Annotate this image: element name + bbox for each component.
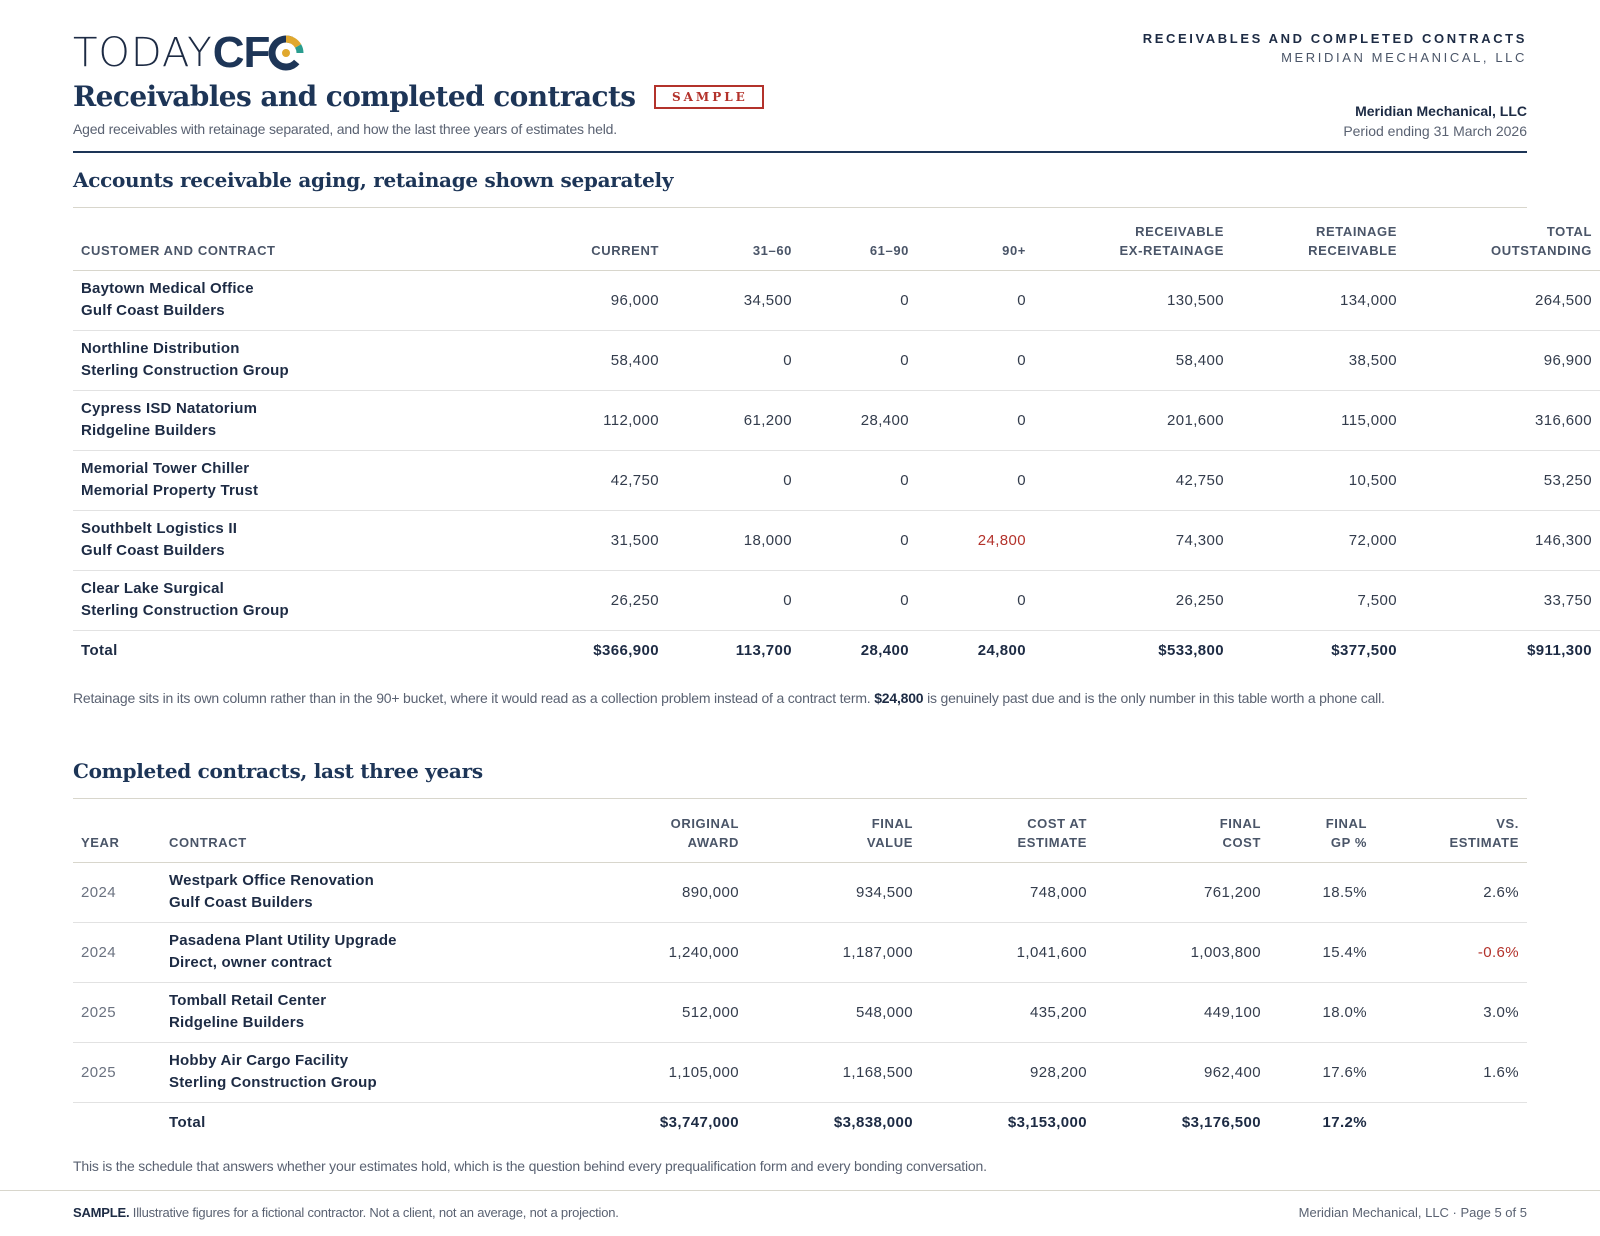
- customer-name: Sterling Construction Group: [81, 362, 289, 379]
- d90-cell: 0: [917, 270, 1034, 330]
- table-row: [73, 862, 1527, 922]
- contract-cell: [161, 1042, 581, 1102]
- final-value-cell: 934,500: [747, 862, 921, 922]
- contract-name: Cypress ISD Natatorium: [81, 400, 258, 417]
- vs-estimate-cell: 3.0%: [1375, 982, 1527, 1042]
- total-d61: 28,400: [860, 641, 909, 659]
- receivable-cell: 42,750: [1034, 450, 1232, 510]
- page-title: Receivables and completed contracts: [73, 80, 636, 113]
- company-name: Meridian Mechanical, LLC: [1355, 103, 1527, 119]
- d61-cell: 28,400: [800, 390, 917, 450]
- logo-cfo-text: CF: [212, 28, 270, 77]
- d61-cell: 0: [800, 270, 917, 330]
- total-cost-at-estimate: $3,153,000: [1007, 1113, 1087, 1131]
- retainage-cell: 134,000: [1232, 270, 1405, 330]
- customer-name: Sterling Construction Group: [169, 1074, 377, 1091]
- retainage-cell: 38,500: [1232, 330, 1405, 390]
- d31-cell: 0: [667, 570, 800, 630]
- cc-note: This is the schedule that answers whether your estimates hold, which is the question behind every prequalification form and every bonding conversation.: [73, 1158, 987, 1174]
- document-header-right: [1143, 30, 1527, 68]
- d61-cell: 0: [800, 450, 917, 510]
- total-final-cost: $3,176,500: [1181, 1113, 1261, 1131]
- col-31-60: 31–60: [667, 220, 800, 270]
- customer-contract-cell: [73, 330, 503, 390]
- total-cell: 33,750: [1405, 570, 1600, 630]
- footer-disclaimer: [73, 1205, 619, 1220]
- receivable-cell: 201,600: [1034, 390, 1232, 450]
- table-row: [73, 330, 1600, 390]
- customer-name: Gulf Coast Builders: [169, 894, 313, 911]
- retainage-cell: 72,000: [1232, 510, 1405, 570]
- header-divider: [73, 151, 1527, 153]
- col-fv-line2: VALUE: [866, 834, 913, 850]
- col-fc-line1: FINAL: [1219, 815, 1261, 831]
- footer-page-info: Meridian Mechanical, LLC · Page 5 of 5: [1298, 1205, 1527, 1220]
- cost-at-estimate-cell: 1,041,600: [921, 922, 1095, 982]
- col-final-cost: [1095, 810, 1269, 862]
- col-ce-line2: ESTIMATE: [1017, 834, 1087, 850]
- total-label: Total: [169, 1113, 206, 1131]
- original-award-cell: 512,000: [581, 982, 747, 1042]
- total-cell: 96,900: [1405, 330, 1600, 390]
- customer-name: Direct, owner contract: [169, 954, 332, 971]
- current-cell: 42,750: [503, 450, 667, 510]
- page-subtitle: Aged receivables with retainage separated, and how the last three years of estimates held.: [73, 121, 617, 137]
- col-ret-line1: RETAINAGE: [1316, 223, 1397, 239]
- d61-cell: 0: [800, 510, 917, 570]
- table-row: [73, 570, 1600, 630]
- col-receivable-ex-retainage: [1034, 220, 1232, 270]
- col-vs-estimate: [1375, 810, 1527, 862]
- current-cell: 96,000: [503, 270, 667, 330]
- customer-name: Memorial Property Trust: [81, 482, 259, 499]
- original-award-cell: 1,105,000: [581, 1042, 747, 1102]
- table-row: [73, 922, 1527, 982]
- col-tot-line1: TOTAL: [1546, 223, 1592, 239]
- final-gp-cell: 18.0%: [1269, 982, 1375, 1042]
- year-cell: 2024: [73, 922, 161, 982]
- customer-name: Sterling Construction Group: [81, 602, 289, 619]
- col-customer-contract: CUSTOMER AND CONTRACT: [73, 220, 503, 270]
- final-gp-cell: 18.5%: [1269, 862, 1375, 922]
- cost-at-estimate-cell: 748,000: [921, 862, 1095, 922]
- total-label: Total: [81, 641, 118, 659]
- table-row: [73, 982, 1527, 1042]
- ar-aging-table: [73, 220, 1600, 670]
- current-cell: 31,500: [503, 510, 667, 570]
- col-gp-line2: GP %: [1330, 834, 1367, 850]
- cc-section-heading: Completed contracts, last three years: [73, 759, 483, 783]
- title-row: [73, 80, 764, 113]
- cc-header-row: [73, 810, 1527, 862]
- ar-header-row: [73, 220, 1600, 270]
- cc-total-row: [73, 1102, 1527, 1142]
- customer-name: Ridgeline Builders: [169, 1014, 305, 1031]
- d31-cell: 0: [667, 450, 800, 510]
- logo-ring-icon: [267, 34, 305, 72]
- col-ce-line1: COST AT: [1027, 815, 1087, 831]
- col-vs-line2: ESTIMATE: [1449, 834, 1519, 850]
- col-fv-line1: FINAL: [871, 815, 913, 831]
- header-meta: [1343, 101, 1527, 141]
- customer-contract-cell: [73, 570, 503, 630]
- contract-name: Tomball Retail Center: [169, 992, 327, 1009]
- customer-contract-cell: [73, 510, 503, 570]
- col-orig-line1: ORIGINAL: [670, 815, 739, 831]
- vs-estimate-cell: 1.6%: [1375, 1042, 1527, 1102]
- col-retainage-receivable: [1232, 220, 1405, 270]
- contract-name: Memorial Tower Chiller: [81, 460, 250, 477]
- ar-section-heading: Accounts receivable aging, retainage shown separately: [73, 168, 674, 192]
- cost-at-estimate-cell: 928,200: [921, 1042, 1095, 1102]
- ar-total-row: [73, 630, 1600, 670]
- d90-cell: 0: [917, 570, 1034, 630]
- customer-name: Gulf Coast Builders: [81, 302, 225, 319]
- table-row: [73, 450, 1600, 510]
- receivable-cell: 74,300: [1034, 510, 1232, 570]
- col-contract: CONTRACT: [161, 810, 581, 862]
- customer-name: Ridgeline Builders: [81, 422, 217, 439]
- col-final-value: [747, 810, 921, 862]
- final-cost-cell: 1,003,800: [1095, 922, 1269, 982]
- receivable-cell: 26,250: [1034, 570, 1232, 630]
- retainage-cell: 10,500: [1232, 450, 1405, 510]
- col-90-plus: 90+: [917, 220, 1034, 270]
- final-value-cell: 548,000: [747, 982, 921, 1042]
- total-cell: 264,500: [1405, 270, 1600, 330]
- d31-cell: 18,000: [667, 510, 800, 570]
- contract-name: Northline Distribution: [81, 340, 240, 357]
- footer-divider: [0, 1190, 1600, 1191]
- table-row: [73, 390, 1600, 450]
- total-d90: 24,800: [977, 641, 1026, 659]
- final-value-cell: 1,187,000: [747, 922, 921, 982]
- final-value-cell: 1,168,500: [747, 1042, 921, 1102]
- contract-name: Westpark Office Renovation: [169, 872, 374, 889]
- current-cell: 112,000: [503, 390, 667, 450]
- col-rec-line1: RECEIVABLE: [1135, 223, 1224, 239]
- year-cell: 2025: [73, 1042, 161, 1102]
- year-cell: 2024: [73, 862, 161, 922]
- todaycfo-logo: [73, 28, 305, 77]
- contract-name: Baytown Medical Office: [81, 280, 254, 297]
- total-original-award: $3,747,000: [659, 1113, 739, 1131]
- contract-name: Southbelt Logistics II: [81, 520, 238, 537]
- col-vs-line1: VS.: [1496, 815, 1519, 831]
- col-tot-line2: OUTSTANDING: [1491, 242, 1592, 258]
- d31-cell: 61,200: [667, 390, 800, 450]
- year-cell: 2025: [73, 982, 161, 1042]
- footer-disclaimer-text: Illustrative figures for a fictional contractor. Not a client, not an average, not a projection.: [129, 1205, 619, 1220]
- col-final-gp: [1269, 810, 1375, 862]
- d31-cell: 34,500: [667, 270, 800, 330]
- contract-name: Clear Lake Surgical: [81, 580, 225, 597]
- col-total-outstanding: [1405, 220, 1600, 270]
- total-receivable: $533,800: [1158, 641, 1224, 659]
- logo-today-text: TODAY: [73, 30, 213, 76]
- document-title: RECEIVABLES AND COMPLETED CONTRACTS: [1142, 31, 1527, 46]
- original-award-cell: 1,240,000: [581, 922, 747, 982]
- customer-contract-cell: [73, 390, 503, 450]
- contract-cell: [161, 922, 581, 982]
- total-final-gp: 17.2%: [1322, 1113, 1367, 1131]
- d61-cell: 0: [800, 330, 917, 390]
- sample-badge: SAMPLE: [654, 85, 764, 109]
- period-label: Period ending 31 March 2026: [1343, 123, 1527, 139]
- table-row: [73, 510, 1600, 570]
- vs-estimate-cell: 2.6%: [1375, 862, 1527, 922]
- contract-cell: [161, 982, 581, 1042]
- final-cost-cell: 449,100: [1095, 982, 1269, 1042]
- contract-name: Pasadena Plant Utility Upgrade: [169, 932, 397, 949]
- ar-section-divider: [73, 207, 1527, 208]
- current-cell: 58,400: [503, 330, 667, 390]
- customer-name: Gulf Coast Builders: [81, 542, 225, 559]
- total-retainage: $377,500: [1331, 641, 1397, 659]
- contract-cell: [161, 862, 581, 922]
- col-cost-at-estimate: [921, 810, 1095, 862]
- original-award-cell: 890,000: [581, 862, 747, 922]
- table-row: [73, 1042, 1527, 1102]
- total-year-empty: [73, 1102, 161, 1142]
- cost-at-estimate-cell: 435,200: [921, 982, 1095, 1042]
- total-cell: 316,600: [1405, 390, 1600, 450]
- table-row: [73, 270, 1600, 330]
- completed-contracts-table: [73, 810, 1527, 1142]
- total-d31: 113,700: [735, 641, 792, 659]
- ar-note-text-end: is genuinely past due and is the only number in this table worth a phone call.: [923, 690, 1385, 706]
- final-cost-cell: 962,400: [1095, 1042, 1269, 1102]
- col-orig-line2: AWARD: [687, 834, 739, 850]
- total-cell: 53,250: [1405, 450, 1600, 510]
- customer-contract-cell: [73, 450, 503, 510]
- retainage-cell: 7,500: [1232, 570, 1405, 630]
- cc-section-divider: [73, 798, 1527, 799]
- total-current: $366,900: [593, 641, 659, 659]
- ar-note-highlight: $24,800: [874, 690, 924, 706]
- col-year: YEAR: [73, 810, 161, 862]
- total-cell: 146,300: [1405, 510, 1600, 570]
- total-final-value: $3,838,000: [833, 1113, 913, 1131]
- d61-cell: 0: [800, 570, 917, 630]
- d90-past-due-cell: 24,800: [917, 510, 1034, 570]
- total-vs-empty: [1375, 1102, 1527, 1142]
- current-cell: 26,250: [503, 570, 667, 630]
- retainage-cell: 115,000: [1232, 390, 1405, 450]
- document-company: MERIDIAN MECHANICAL, LLC: [1281, 50, 1527, 65]
- receivable-cell: 58,400: [1034, 330, 1232, 390]
- col-gp-line1: FINAL: [1325, 815, 1367, 831]
- col-current: CURRENT: [503, 220, 667, 270]
- final-gp-cell: 17.6%: [1269, 1042, 1375, 1102]
- ar-note-text: Retainage sits in its own column rather than in the 90+ bucket, where it would read as a collection problem instead of a contract term.: [73, 690, 875, 706]
- final-gp-cell: 15.4%: [1269, 922, 1375, 982]
- col-ret-line2: RECEIVABLE: [1308, 242, 1397, 258]
- d90-cell: 0: [917, 390, 1034, 450]
- customer-contract-cell: [73, 270, 503, 330]
- d90-cell: 0: [917, 450, 1034, 510]
- final-cost-cell: 761,200: [1095, 862, 1269, 922]
- d31-cell: 0: [667, 330, 800, 390]
- col-61-90: 61–90: [800, 220, 917, 270]
- footer-sample-label: SAMPLE.: [73, 1205, 130, 1220]
- col-fc-line2: COST: [1222, 834, 1261, 850]
- d90-cell: 0: [917, 330, 1034, 390]
- contract-name: Hobby Air Cargo Facility: [169, 1052, 349, 1069]
- col-original-award: [581, 810, 747, 862]
- total-outstanding: $911,300: [1527, 641, 1592, 659]
- receivable-cell: 130,500: [1034, 270, 1232, 330]
- col-rec-line2: EX-RETAINAGE: [1119, 242, 1224, 258]
- ar-note: [73, 688, 1527, 708]
- vs-estimate-negative-cell: -0.6%: [1375, 922, 1527, 982]
